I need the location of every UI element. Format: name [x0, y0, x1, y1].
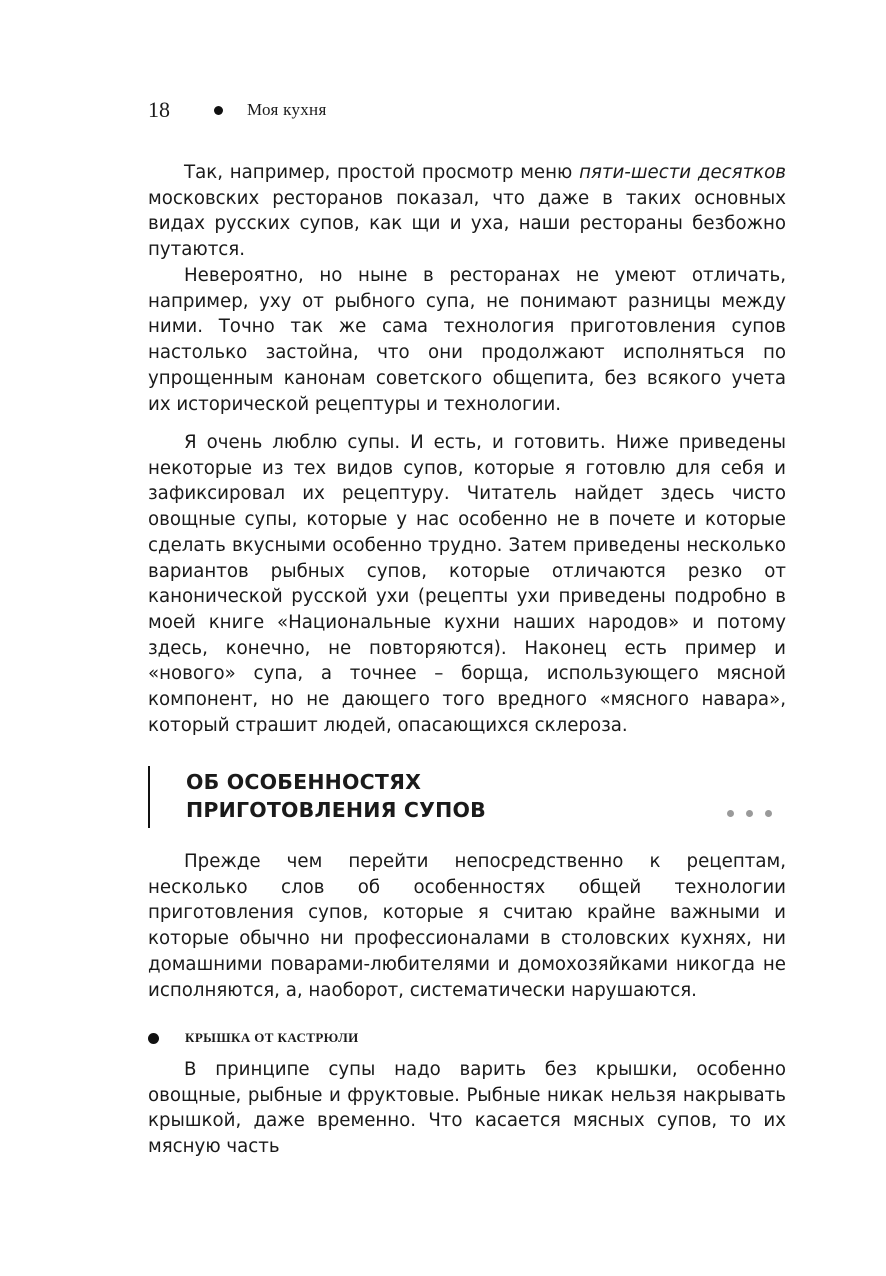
paragraph-1 — [148, 160, 786, 263]
paragraph-3 — [148, 430, 786, 738]
paragraph-5-text: В принципе супы надо варить без крышки, особенно овощные, рыбные и фруктовые. Рыбные никак нельзя накрывать крышкой, даже временно. Что касается мясных супов, то их мясную часть — [148, 1059, 786, 1158]
section-title — [186, 768, 486, 824]
paragraph-4-text: Прежде чем перейти непосредственно к рецептам, несколько слов об особенностях общей технологии приготовления супов, которые я считаю крайне важными и которые обычно ни профессионалами в столовских кухнях, ни домашними поварами-любителями и домохозяйками никогда не исполняются, а, наоборот, систематически нарушаются. — [148, 851, 786, 1001]
paragraph-1-rest: московских ресторанов показал, что даже в таких основных видах русских супов, как щи и уха, наши рестораны безбожно путаются. — [148, 187, 786, 261]
paragraph-1-lead: Так, например, простой просмотр меню — [184, 162, 580, 183]
section-dots-icon — [727, 810, 772, 817]
section-title-line-2: ПРИГОТОВЛЕНИЯ СУПОВ — [186, 798, 486, 822]
header-bullet-icon — [214, 106, 223, 115]
section-heading — [148, 766, 786, 828]
paragraph-2 — [148, 263, 786, 417]
running-title: Моя кухня — [247, 100, 327, 119]
paragraph-3-text: Я очень люблю супы. И есть, и готовить. Ниже приведены некоторые из тех видов супов, которые я готовлю для себя и зафиксировал их рецептуру. Читатель найдет здесь чисто овощные супы, которые у нас особенно не в почете и которые сделать вкусными особенно трудно. Затем приведены несколько вариантов рыбных супов, которые отличаются резко от канонической русской ухи (рецепты ухи приведены подробно в моей книге «Национальные кухни наших народов» и потому здесь, конечно, не повторяются). Наконец есть пример и «нового» супа, а точнее – борща, использующего мясной компонент, но не дающего того вредного «мясного навара», который страшит людей, опасающихся склероза. — [148, 432, 786, 736]
page-header — [148, 96, 327, 124]
paragraph-4 — [148, 849, 786, 1003]
paragraph-2-text: Невероятно, но ныне в ресторанах не умеют отличать, например, уху от рыбного супа, не понимают разницы между ними. Точно так же сама технология приготовления супов настолько застойна, что они продолжают исполняться по упрощенным канонам советского общепита, без всякого учета их исторической рецептуры и технологии. — [148, 265, 786, 415]
page-number: 18 — [148, 97, 170, 122]
section-rule — [148, 766, 150, 828]
paragraph-5 — [148, 1057, 786, 1160]
section-title-line-1: ОБ ОСОБЕННОСТЯХ — [186, 770, 422, 794]
subsection-title: КРЫШКА ОТ КАСТРЮЛИ — [185, 1030, 359, 1045]
paragraph-1-italic: пяти-шести десятков — [579, 162, 786, 183]
subsection-bullet-icon — [148, 1033, 159, 1044]
subsection-heading — [148, 1030, 359, 1046]
